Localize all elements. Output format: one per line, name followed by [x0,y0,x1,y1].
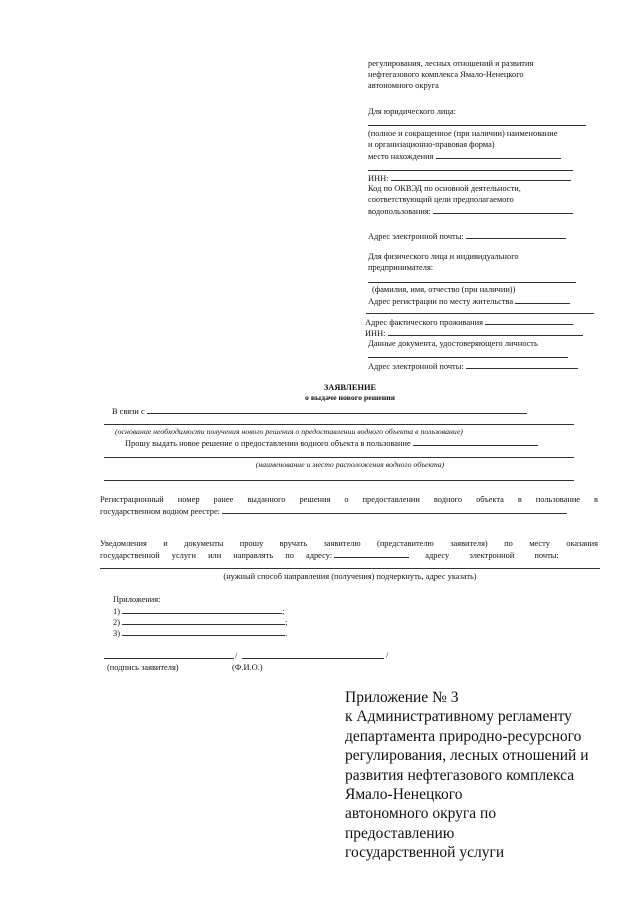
reg-address-field [515,295,570,304]
object-line-2 [104,480,574,481]
appendix-line: регулирования, лесных отношений и [345,747,589,764]
inn-label: ИНН: [368,174,389,183]
okved-text: Код по ОКВЭД по основной деятельности, [368,184,521,193]
reg-number-label: государственном водном реестре: [100,507,220,516]
fact-address-field [485,316,573,325]
location-field [436,150,561,159]
legal-email-field [466,230,566,239]
fact-address-label: Адрес фактического проживания [365,318,483,327]
in-connection-field [147,405,527,414]
reason-line [104,424,574,425]
okved-field [433,205,573,214]
appendix-line: автономного округа по [345,805,497,822]
legal-email-label: Адрес электронной почты: [368,232,464,241]
id-doc-label: Данные документа, удостоверяющего личность [368,339,538,348]
fio-hint: (Ф.И.О.) [232,663,263,672]
individual-email-label: Адрес электронной почты: [368,362,464,371]
appendix-line: департамента природно-ресурсного [345,728,582,745]
document-subtitle: о выдаче нового решения [305,393,395,402]
appendix-line: Ямало-Ненецкого [345,786,463,803]
appendix-line: государственной услуги [345,844,505,861]
inn-field [391,172,571,181]
header-line: автономного округа [368,81,439,90]
notify-text: государственной услуги или направлять по адресу: [100,551,333,560]
notify-line [100,568,600,569]
appendix-line: предоставлению [345,825,455,842]
reg-address-label: Адрес регистрации по месту жительства [368,297,514,306]
legal-entity-title: Для юридического лица: [368,107,456,116]
okved-label: водопользования: [368,207,431,216]
object-line [104,457,574,458]
request-label: Прошу выдать новое решение о предоставлении водного объекта в пользование [125,439,411,448]
request-field [413,437,538,446]
header-line: регулирования, лесных отношений и развития [368,59,534,68]
appendix-line: Приложение № 3 [345,689,459,706]
fio-line [368,282,576,283]
appendix-line: развития нефтегазового комплекса [345,767,575,784]
appendix-line: к Административному регламенту [345,708,572,725]
fio-signature-line [242,658,384,659]
method-hint: (нужный способ направления (получения) подчеркнуть, адрес указать) [223,572,477,581]
attachment-field [122,627,285,636]
okved-text: соответствующий цели предполагаемого [368,195,514,204]
header-line: нефтегазового комплекса Ямало-Ненецкого [368,70,524,79]
object-hint: (наименование и место расположения водного объекта) [255,460,445,469]
in-connection-label: В связи с [112,407,145,416]
reg-number-text: Регистрационный номер ранее выданного решения о предоставлении водного объекта в пользование в [100,495,598,504]
signature-hint: (подпись заявителя) [107,663,179,672]
legal-name-hint: и организационно-правовая форма) [368,140,495,149]
reg-address-line [366,313,594,314]
notify-text: Уведомления и документы прошу вручать заявителю (представителю заявителя) по месту оказания [100,539,598,548]
attachment-number: 3) [113,629,120,638]
attachment-field [122,616,285,625]
notify-text: адресу электронной почты: [425,551,559,560]
notify-address-field [334,549,409,558]
reason-hint: (основание необходимости получения нового решения о предоставлении водного объекта в пользование) [115,427,463,436]
attachment-number: 2) [113,618,120,627]
fio-hint: (фамилия, имя, отчество (при наличии)) [372,285,516,294]
reg-number-field [222,505,567,514]
individual-title: предпринимателя: [368,263,434,272]
individual-email-field [466,360,578,369]
location-label: место нахождения [368,152,434,161]
signature-line [104,658,234,659]
document-title: ЗАЯВЛЕНИЕ [323,383,377,392]
document-page: регулирования, лесных отношений и развития нефтегазового комплекса Ямало-Ненецкого автономного округа Для юридического лица: (полное и сокращенное (при наличии) наименование и организационно-правовая форма) место нахождения ИНН: Код по ОКВЭД по основной деятельности, соответствующий цели предполагаемого водопользования: Адрес электронной почты: Для физического лица и индивидуального предпринимателя: (фамилия, имя, отчество (при наличии)) Адрес регистрации по месту жительства Адрес фактического проживания ИНН: Данные документа, удостоверяющего личность Адрес электронной почты: ЗАЯВЛЕНИЕ о выдаче нового решения В связи с (основание необходимости получения нового решения о предоставлении водного объекта в пользование) Прошу выдать новое решение о предоставлении водного объекта в пользование (наименование и место расположения водного объекта) Регистрационный номер ранее выданного решения о предоставлении водного объекта в пользование в государственном водном реестре: Уведомления и документы прошу вручать заявителю (представителю заявителя) по месту оказания государственной услуги или направлять по адресу: адресу электронной почты: (нужный способ направления (получения) подчеркнуть, адрес указать) Приложения: 1) ; 2) ; 3) . / / (подпись заявителя) (Ф.И.О.) Приложение № 3 к Административному регламенту департамента природно-ресурсного регулирования, лесных отношений и развития нефтегазового комплекса Ямало-Ненецкого автономного округа по предоставлению государственной услуги [0,0,640,905]
legal-name-line [368,125,586,126]
attachments-title: Приложения: [113,595,161,604]
attachment-number: 1) [113,607,120,616]
individual-inn-field [388,327,583,336]
location-line [368,170,573,171]
legal-name-hint: (полное и сокращенное (при наличии) наименование [368,129,558,138]
individual-inn-label: ИНН: [365,329,386,338]
attachment-field [122,605,282,614]
individual-title: Для физического лица и индивидуального [368,252,519,261]
id-doc-line [368,357,568,358]
